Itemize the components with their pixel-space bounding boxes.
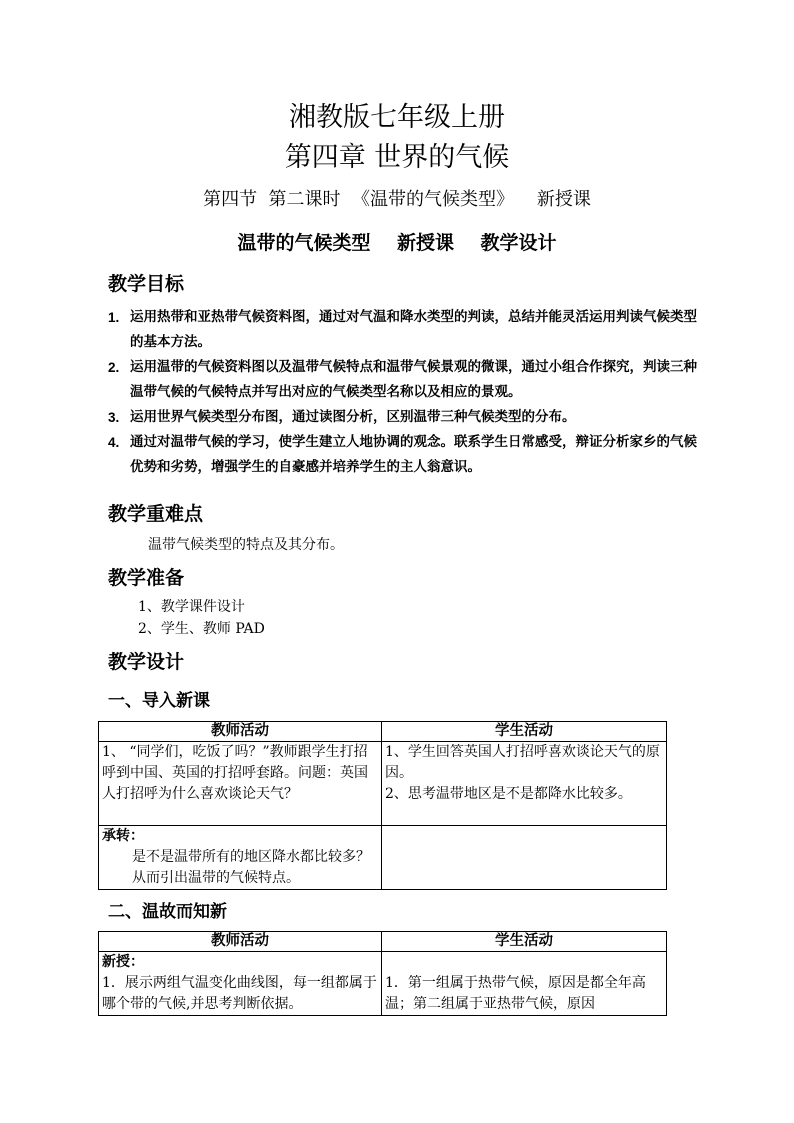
- section1-table: [98, 721, 667, 890]
- new-lesson-label: 新授：: [102, 954, 144, 970]
- student-cell: [382, 952, 667, 1016]
- document-title-line2: 第四章 世界的气候: [284, 142, 510, 173]
- student-item: 1、学生回答英国人打招呼喜欢谈论天气的原因。: [385, 744, 660, 781]
- transition-text: 是不是温带所有的地区降水都比较多？从而引出温带的气候特点。: [132, 849, 370, 886]
- design-title: 温带的气候类型 新授课 教学设计: [237, 232, 557, 254]
- student-cell: [382, 826, 667, 890]
- objective-item: 2. 运用温带的气候资料图以及温带气候特点和温带气候景观的微课，通过小组合作探究，判读三种温带气候的气候特点并写出对应的气候类型名称以及相应的景观。: [108, 359, 697, 400]
- section2-heading: 二、温故而知新: [108, 902, 227, 922]
- preparation-item: 1、教学课件设计: [138, 599, 245, 615]
- teacher-cell: 1、 “同学们，吃饭了吗？”教师跟学生打招呼到中国、英国的打招呼套路。问题：英国人打招呼为什么喜欢谈论天气？: [99, 742, 382, 826]
- objectives-list: [108, 305, 698, 480]
- table-header-row: [99, 722, 667, 742]
- transition-label: 承转：: [102, 828, 144, 844]
- key-points-text: 温带气候类型的特点及其分布。: [148, 537, 344, 553]
- key-points-heading: 教学重难点: [108, 503, 204, 525]
- preparation-heading: 教学准备: [108, 567, 185, 589]
- table-row: [99, 952, 667, 1016]
- teacher-activity-header: 教师活动: [99, 722, 382, 742]
- teacher-text: 1．展示两组气温变化曲线图，每一组都属于哪个带的气候,并思考判断依据。: [102, 975, 377, 1012]
- document-title-line1: 湘教版七年级上册: [289, 102, 505, 133]
- preparation-item: 2、学生、教师 PAD: [138, 621, 265, 637]
- table-row: [99, 826, 667, 890]
- teacher-activity-header: 教师活动: [99, 932, 382, 952]
- objective-item: 3. 运用世界气候类型分布图，通过读图分析，区别温带三种气候类型的分布。: [108, 409, 576, 425]
- section1-heading: 一、导入新课: [108, 691, 210, 711]
- student-item: 2、思考温带地区是不是都降水比较多。: [385, 786, 632, 802]
- table-row: [99, 742, 667, 826]
- design-heading: 教学设计: [108, 651, 185, 673]
- table-header-row: [99, 932, 667, 952]
- student-text: 1．第一组属于热带气候，原因是都全年高温；第二组属于亚热带气候，原因: [385, 975, 646, 1012]
- objective-item: 4. 通过对温带气候的学习，使学生建立人地协调的观念。联系学生日常感受，辩证分析家乡的气候优势和劣势，增强学生的自豪感并培养学生的主人翁意识。: [108, 434, 697, 475]
- student-cell: [382, 742, 667, 826]
- objective-item: 1. 运用热带和亚热带气候资料图，通过对气温和降水类型的判读，总结并能灵活运用判读气候类型的基本方法。: [108, 309, 697, 350]
- objectives-heading: 教学目标: [108, 273, 185, 295]
- section2-table: [98, 931, 667, 1016]
- lesson-subtitle: 第四节 第二课时 《温带的气候类型》 新授课: [203, 189, 591, 210]
- student-activity-header: 学生活动: [382, 722, 667, 742]
- teacher-cell: [99, 952, 382, 1016]
- teacher-cell: [99, 826, 382, 890]
- student-activity-header: 学生活动: [382, 932, 667, 952]
